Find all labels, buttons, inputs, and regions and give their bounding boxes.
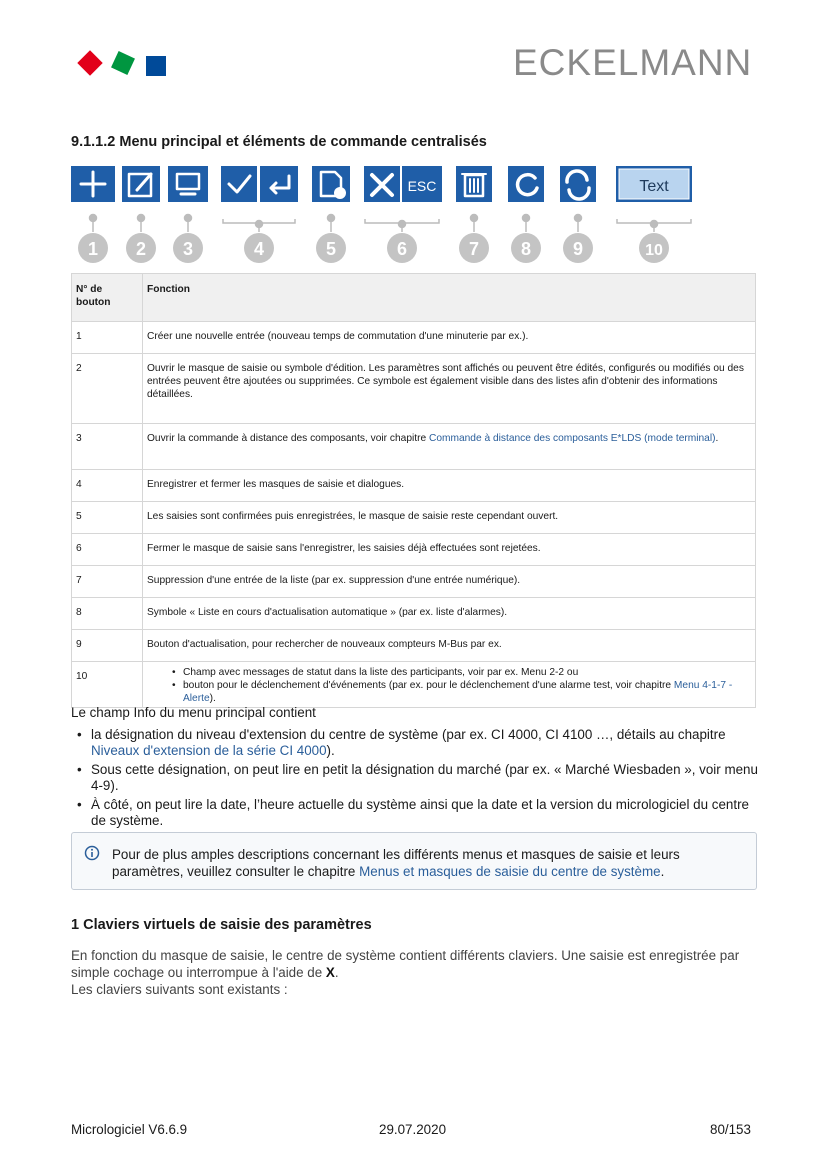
info-bullet-list bbox=[71, 727, 761, 832]
row-function: Ouvrir la commande à distance des composants, voir chapitre Commande à distance des composants E*LDS (mode terminal). bbox=[143, 424, 756, 470]
list-item: • Champ avec messages de statut dans la liste des participants, voir par ex. Menu 2-2 ou bbox=[183, 666, 751, 679]
auto-refresh-icon bbox=[508, 166, 544, 202]
column-header-number: N° de bouton bbox=[72, 274, 143, 322]
footer-firmware: Micrologiciel V6.6.9 bbox=[71, 1122, 188, 1137]
row-function: Fermer le masque de saisie sans l'enregistrer, les saisies déjà effectuées sont rejetées. bbox=[143, 534, 756, 566]
row-number: 5 bbox=[72, 502, 143, 534]
footer-date: 29.07.2020 bbox=[379, 1122, 447, 1137]
callout-number: 10 bbox=[645, 242, 663, 259]
remote-button-icon bbox=[168, 166, 208, 202]
text-button-label: Text bbox=[639, 178, 669, 195]
row-number: 4 bbox=[72, 470, 143, 502]
chapter-link[interactable]: Menus et masques de saisie du centre de système bbox=[359, 864, 661, 879]
row-function: Ouvrir le masque de saisie ou symbole d'édition. Les paramètres sont affichés ou peuvent être édités, configurés ou modifiés ou des entrées peuvent être ajoutées ou supprimées. Ce symbole est également visible dans des listes afin d'obtenir des informations détaillées. bbox=[143, 354, 756, 424]
chapter-link[interactable]: Commande à distance des composants E*LDS (mode terminal) bbox=[428, 433, 716, 444]
esc-label: ESC bbox=[407, 178, 437, 194]
column-header-function: Fonction bbox=[143, 274, 756, 322]
eckelmann-logo bbox=[74, 48, 169, 80]
callout-number: 4 bbox=[253, 239, 265, 259]
button-function-table bbox=[71, 273, 756, 708]
row-number: 2 bbox=[72, 354, 143, 424]
info-icon bbox=[84, 845, 100, 861]
info-intro: Le champ Info du menu principal contient bbox=[71, 705, 316, 720]
chapter-link[interactable]: Menu 4-1-7 - Alerte bbox=[183, 680, 733, 704]
callout-number: 1 bbox=[87, 239, 99, 259]
row-function: Créer une nouvelle entrée (nouveau temps de commutation d'une minuterie par ex.). bbox=[143, 322, 756, 354]
row-number: 8 bbox=[72, 598, 143, 630]
chapter-link[interactable]: Niveaux d'extension de la série CI 4000 bbox=[91, 743, 327, 758]
row-function: Bouton d'actualisation, pour rechercher de nouveaux compteurs M-Bus par ex. bbox=[143, 630, 756, 662]
list-item: • la désignation du niveau d'extension du centre de système (par ex. CI 4000, CI 4100 …, détails au chapitre Niveaux d'extension de la série CI 4000). bbox=[71, 727, 761, 759]
row-number: 3 bbox=[72, 424, 143, 470]
row-number: 10 bbox=[72, 662, 143, 708]
callout-number: 6 bbox=[396, 239, 408, 259]
row-function: Suppression d'une entrée de la liste (par ex. suppression d'une entrée numérique). bbox=[143, 566, 756, 598]
row-function bbox=[143, 662, 756, 708]
callout-number: 7 bbox=[468, 239, 480, 259]
row-function: Les saisies sont confirmées puis enregistrées, le masque de saisie reste cependant ouvert. bbox=[143, 502, 756, 534]
row-number: 1 bbox=[72, 322, 143, 354]
footer-page: 80/153 bbox=[710, 1122, 751, 1137]
section-title: 9.1.1.2 Menu principal et éléments de commande centralisés bbox=[71, 134, 487, 150]
row-number: 7 bbox=[72, 566, 143, 598]
list-item: • À côté, on peut lire la date, l’heure actuelle du système ainsi que la date et la version du micrologiciel du centre de système. bbox=[71, 797, 761, 829]
callout-number: 3 bbox=[182, 239, 194, 259]
section-title: 1 Claviers virtuels de saisie des paramètres bbox=[71, 917, 372, 933]
save-close-button-icon bbox=[221, 166, 257, 202]
note-text: Pour de plus amples descriptions concernant les différents menus et masques de saisie et leurs paramètres, veuillez consulter le chapitre Menus et masques de saisie du centre de système. bbox=[112, 847, 680, 879]
row-function: Enregistrer et fermer les masques de saisie et dialogues. bbox=[143, 470, 756, 502]
section-body: En fonction du masque de saisie, le centre de système contient différents claviers. Une saisie est enregistrée par simple cochage ou interrompue à l'aide de X. Les claviers suivants sont existants : bbox=[71, 948, 740, 997]
row-number: 6 bbox=[72, 534, 143, 566]
callout-number: 8 bbox=[520, 239, 532, 259]
enter-button-icon bbox=[260, 166, 298, 202]
callout-number: 2 bbox=[135, 239, 147, 259]
button-strip bbox=[71, 166, 711, 266]
brand-name: ECKELMANN bbox=[513, 42, 753, 83]
info-note-box bbox=[71, 832, 757, 890]
row-function: Symbole « Liste en cours d'actualisation automatique » (par ex. liste d'alarmes). bbox=[143, 598, 756, 630]
list-item: • Sous cette désignation, on peut lire en petit la désignation du marché (par ex. « Marché Wiesbaden », voir menu 4-9). bbox=[71, 762, 761, 794]
callout-number: 5 bbox=[325, 239, 337, 259]
list-item: • bouton pour le déclenchement d'événements (par ex. pour le déclenchement d'une alarme test, voir chapitre Menu 4-1-7 - Alerte). bbox=[183, 679, 751, 705]
row-number: 9 bbox=[72, 630, 143, 662]
callout-number: 9 bbox=[572, 239, 584, 259]
